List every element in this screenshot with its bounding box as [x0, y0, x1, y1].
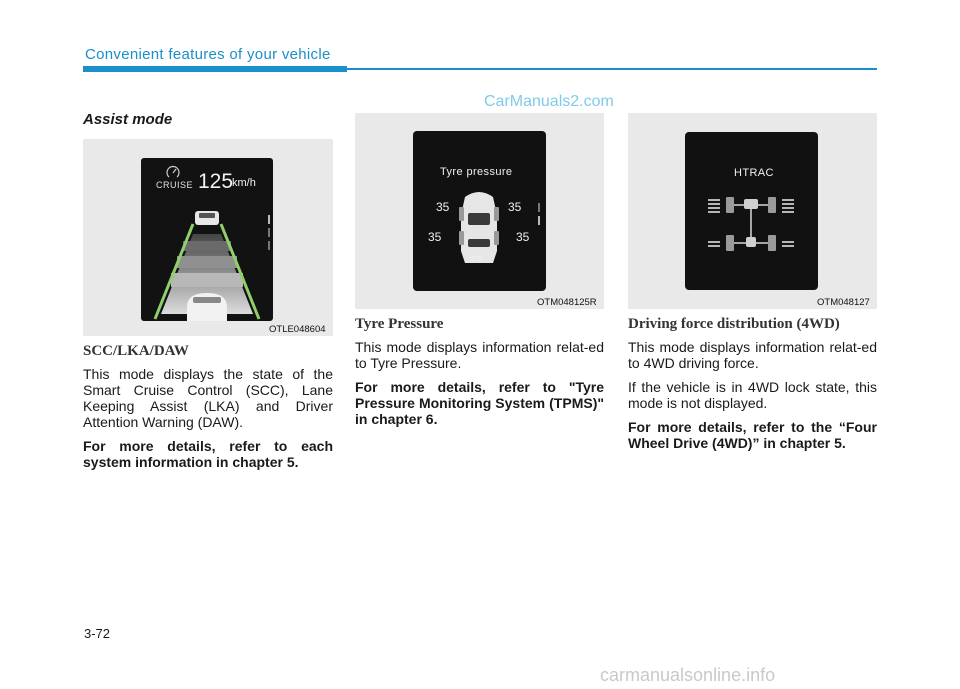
figure-htrac [628, 113, 877, 309]
figure-code-tpms: OTM048125R [537, 297, 597, 308]
column-scc-text [83, 343, 333, 478]
section-label: Assist mode [83, 111, 173, 128]
watermark-top: CarManuals2.com [484, 93, 614, 110]
tpms-unit: psi [471, 253, 483, 263]
scc-cruise-label: CRUISE [156, 180, 194, 190]
section-header-title: Convenient features of your vehicle [85, 46, 331, 63]
figure-tpms [355, 113, 604, 309]
scc-speed-unit: km/h [232, 177, 256, 189]
lead-car-icon [195, 211, 219, 225]
column-awd-text [628, 316, 877, 459]
tpms-rear-left: 35 [428, 230, 442, 244]
note-tpms: For more details, refer to "Tyre Pressure Monitoring System (TPMS)" in chapter 6. [355, 379, 604, 427]
scc-speed-value: 125 [198, 170, 234, 193]
figure-code-scc: OTLE048604 [269, 324, 326, 335]
watermark-bottom: carmanualsonline.info [600, 665, 776, 685]
header-rule [347, 68, 877, 70]
figure-scc [83, 139, 333, 336]
heading-awd: Driving force distribution (4WD) [628, 316, 840, 332]
header-accent-bar [83, 66, 347, 72]
body-scc: This mode displays the state of the Smart Cruise Control (SCC), Lane Keeping Assist (LKA) and Driver Attention Warning (DAW). [83, 366, 333, 430]
note-scc: For more details, refer to each system information in chapter 5. [83, 438, 333, 470]
tpms-screen-title: Tyre pressure [440, 166, 513, 178]
body-awd-2: If the vehicle is in 4WD lock state, this mode is not displayed. [628, 379, 877, 411]
tpms-rear-right: 35 [516, 230, 530, 244]
figure-code-htrac: OTM048127 [817, 297, 870, 308]
body-tpms: This mode displays information relat-ed to Tyre Pressure. [355, 339, 604, 371]
body-awd: This mode displays information relat-ed to 4WD driving force. [628, 339, 877, 371]
tpms-car-illustration [355, 113, 604, 309]
heading-scc: SCC/LKA/DAW [83, 343, 189, 359]
column-tpms-text [355, 316, 604, 435]
own-car-icon [187, 293, 227, 321]
scc-display-illustration [83, 139, 333, 336]
tpms-front-left: 35 [436, 200, 450, 214]
page-number: 3-72 [84, 626, 111, 641]
heading-tpms: Tyre Pressure [355, 316, 444, 332]
htrac-drivetrain-illustration [628, 113, 877, 309]
tpms-front-right: 35 [508, 200, 522, 214]
note-awd: For more details, refer to the “Four Wheel Drive (4WD)” in chapter 5. [628, 419, 877, 451]
htrac-screen-title: HTRAC [734, 167, 774, 179]
